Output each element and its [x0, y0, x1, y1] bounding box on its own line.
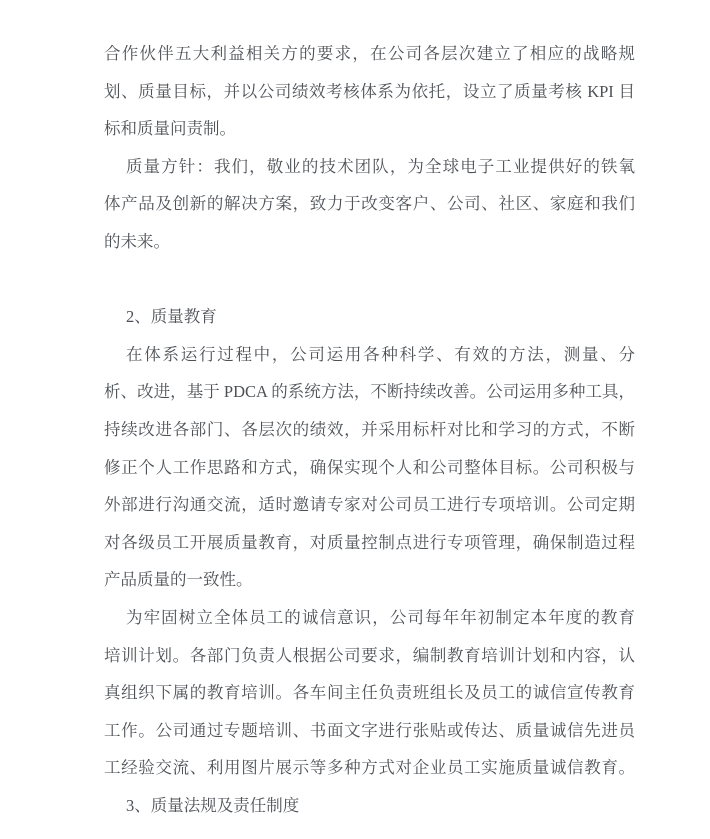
text-line: 真组织下属的教育培训。各车间主任负责班组长及员工的诚信宣传教育	[104, 683, 635, 703]
text-line: 对各级员工开展质量教育，对质量控制点进行专项管理，确保制造过程	[104, 532, 635, 552]
text-line: 划、质量目标，并以公司绩效考核体系为依托，设立了质量考核 KPI 目	[104, 81, 635, 101]
text-line: 工经验交流、利用图片展示等多种方式对企业员工实施质量诚信教育。	[104, 758, 635, 778]
text-line: 质量方针：我们，敬业的技术团队，为全球电子工业提供好的铁氧	[126, 156, 635, 176]
text-line: 修正个人工作思路和方式，确保实现个人和公司整体目标。公司积极与	[104, 457, 635, 477]
text-line: 工作。公司通过专题培训、书面文字进行张贴或传达、质量诚信先进员	[104, 720, 635, 740]
text-line: 在体系运行过程中，公司运用各种科学、有效的方法，测量、分	[126, 344, 635, 364]
text-line: 析、改进，基于 PDCA 的系统方法，不断持续改善。公司运用多种工具，	[104, 382, 635, 402]
text-line: 产品质量的一致性。	[104, 570, 253, 590]
text-line: 体产品及创新的解决方案，致力于改变客户、公司、社区、家庭和我们	[104, 194, 635, 214]
text-line: 的未来。	[104, 231, 170, 251]
text-line	[104, 261, 635, 299]
text-line: 外部进行沟通交流，适时邀请专家对公司员工进行专项培训。公司定期	[104, 495, 635, 515]
text-line: 2、质量教育	[126, 307, 217, 327]
text-block	[104, 35, 635, 824]
text-line: 合作伙伴五大利益相关方的要求，在公司各层次建立了相应的战略规	[104, 44, 635, 63]
text-line: 为牢固树立全体员工的诚信意识，公司每年年初制定本年度的教育	[126, 607, 635, 627]
text-line: 标和质量问责制。	[104, 119, 236, 139]
text-line: 3、质量法规及责任制度	[126, 795, 300, 815]
text-line: 持续改进各部门、各层次的绩效，并采用标杆对比和学习的方式，不断	[104, 419, 635, 439]
text-line: 培训计划。各部门负责人根据公司要求，编制教育培训计划和内容，认	[104, 645, 635, 665]
